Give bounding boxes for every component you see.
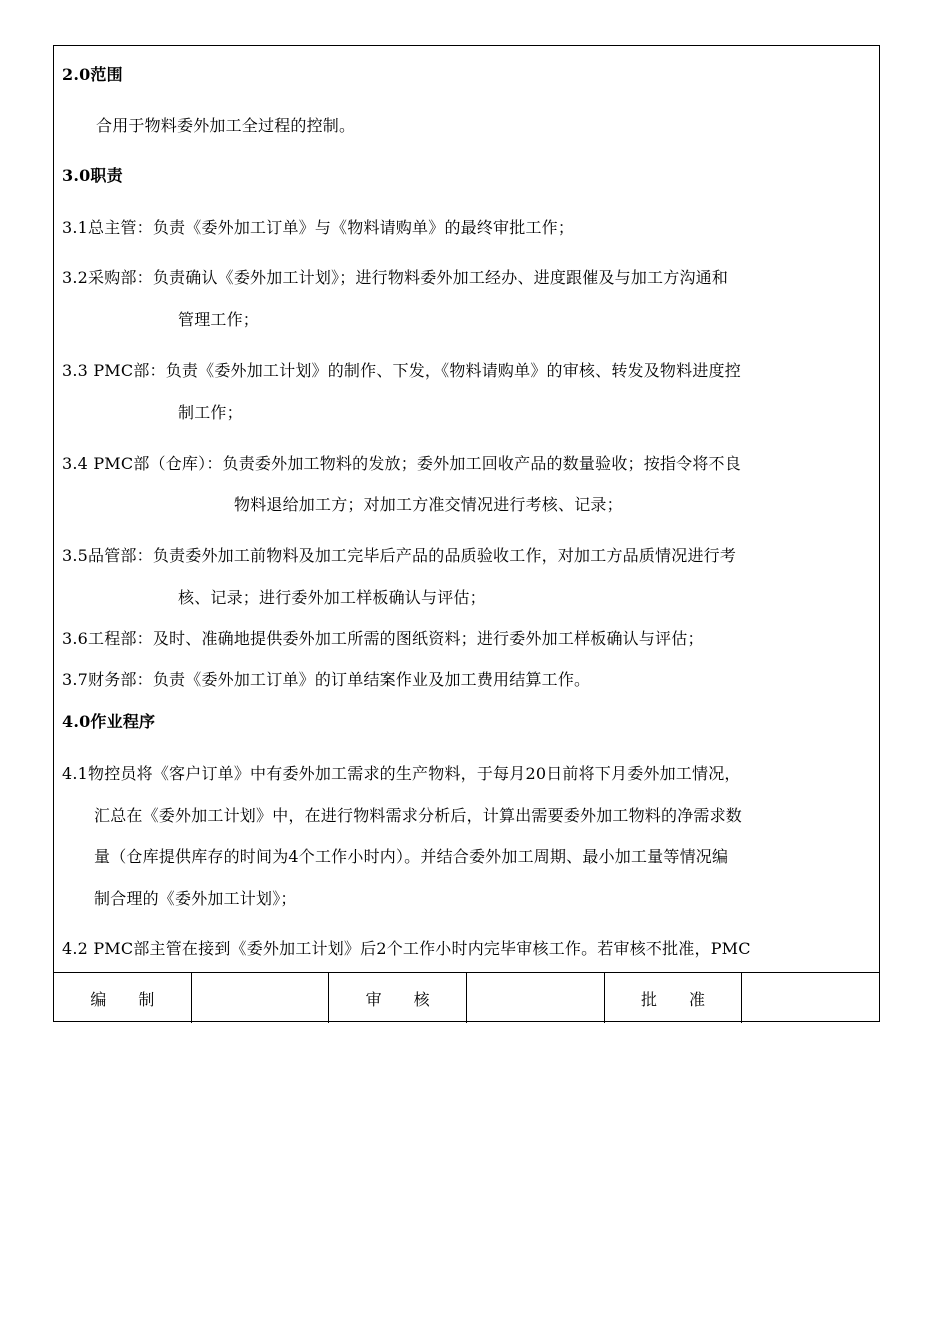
- procedure-heading: 4.0作业程序: [62, 712, 156, 731]
- proc-4-2-line1: 4.2 PMC部主管在接到《委外加工计划》后2个工作小时内完毕审核工作。若审核不批准，PMC: [62, 939, 751, 958]
- approve-label: 批 准: [605, 973, 743, 1023]
- proc-4-1-line2: 汇总在《委外加工计划》中，在进行物料需求分析后，计算出需要委外加工物料的净需求数: [94, 806, 743, 825]
- duty-3-3-line2: 制工作；: [178, 403, 243, 422]
- scope-text: 合用于物料委外加工全过程的控制。: [96, 116, 356, 135]
- duty-3-1: 3.1总主管：负责《委外加工订单》与《物料请购单》的最终审批工作；: [62, 218, 575, 237]
- duty-3-4-line2: 物料退给加工方；对加工方准交情况进行考核、记录；: [234, 495, 623, 514]
- duty-3-5-line1: 3.5品管部：负责委外加工前物料及加工完毕后产品的品质验收工作，对加工方品质情况进行考: [62, 546, 737, 565]
- duty-3-2-line1: 3.2采购部：负责确认《委外加工计划》；进行物料委外加工经办、进度跟催及与加工方沟通和: [62, 268, 729, 287]
- duty-3-6: 3.6工程部：及时、准确地提供委外加工所需的图纸资料；进行委外加工样板确认与评估；: [62, 629, 704, 648]
- signature-table: [54, 972, 879, 1023]
- proc-4-1-line4: 制合理的《委外加工计划》；: [94, 889, 297, 908]
- compile-label: 编 制: [54, 973, 192, 1023]
- scope-heading: 2.0范围: [62, 65, 123, 84]
- proc-4-1-line1: 4.1物控员将《客户订单》中有委外加工需求的生产物料，于每月20日前将下月委外加工情况，: [62, 764, 741, 783]
- review-label: 审 核: [329, 973, 467, 1023]
- duty-3-7: 3.7财务部：负责《委外加工订单》的订单结案作业及加工费用结算工作。: [62, 670, 591, 689]
- document-frame: [53, 45, 880, 1022]
- duty-heading: 3.0职责: [62, 166, 123, 185]
- approve-value-cell[interactable]: [742, 973, 879, 1023]
- duty-3-5-line2: 核、记录；进行委外加工样板确认与评估；: [178, 588, 486, 607]
- proc-4-1-line3: 量（仓库提供库存的时间为4个工作小时内）。并结合委外加工周期、最小加工量等情况编: [94, 847, 729, 866]
- review-value-cell[interactable]: [467, 973, 605, 1023]
- duty-3-4-line1: 3.4 PMC部（仓库）：负责委外加工物料的发放；委外加工回收产品的数量验收；按指令将不良: [62, 454, 741, 473]
- duty-3-2-line2: 管理工作；: [178, 310, 260, 329]
- compile-value-cell[interactable]: [192, 973, 330, 1023]
- document-body: [54, 46, 879, 972]
- duty-3-3-line1: 3.3 PMC部：负责《委外加工计划》的制作、下发，《物料请购单》的审核、转发及物料进度控: [62, 361, 741, 380]
